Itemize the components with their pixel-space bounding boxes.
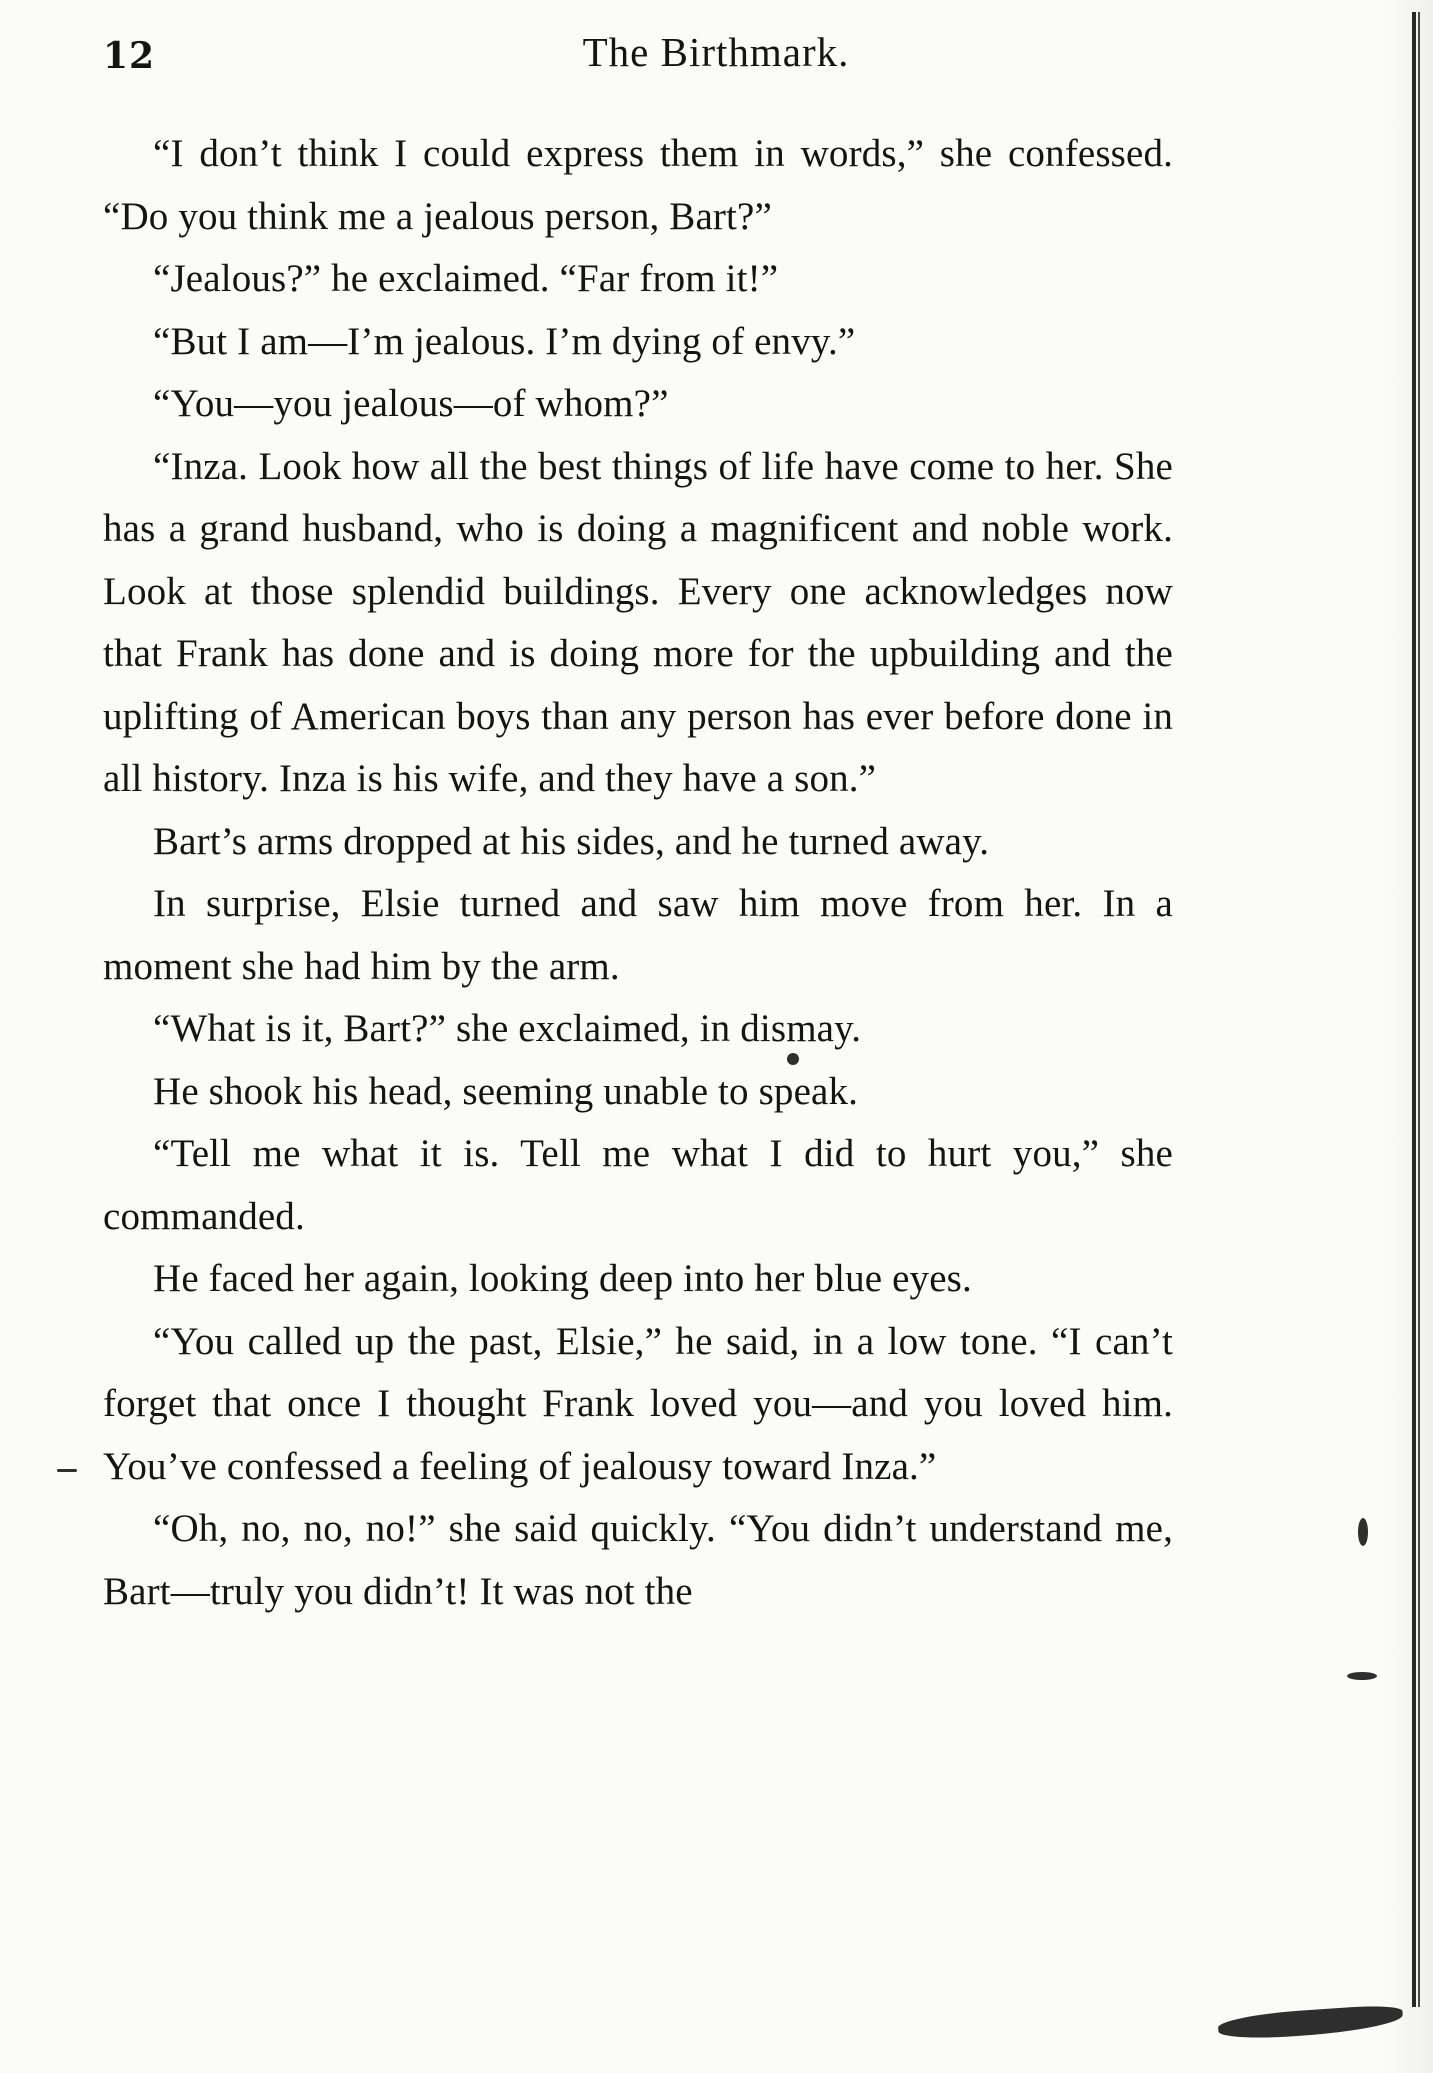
paragraph-2: “Jealous?” he exclaimed. “Far from it!” (153, 257, 779, 300)
paragraph-10: “Tell me what it is. Tell me what I did to hurt you,” she commanded. (103, 1132, 1173, 1238)
page-number: 12 (103, 35, 156, 77)
paragraph-13: “Oh, no, no, no!” she said quickly. “You didn’t understand me, Bart—truly you didn’t! It was not the (103, 1507, 1173, 1613)
ink-mark-right-margin-upper (1358, 1518, 1368, 1546)
page-body-text (103, 123, 1173, 1623)
page-binding-shadow (1379, 0, 1433, 2073)
paragraph-5: “Inza. Look how all the best things of life have come to her. She has a grand husband, who is doing a magnificent and noble work. Look at those splendid buildings. Every one acknowledges now that Frank has done and is doing more for the upbuilding and the uplifting of American boys than any person has ever before done in all history. Inza is his wife, and they have a son.” (103, 444, 1173, 800)
paragraph-8: “What is it, Bart?” she exclaimed, in dismay. (153, 1007, 862, 1050)
ink-blot-bottom-right (1217, 2004, 1403, 2042)
page-binding-line (1412, 12, 1416, 2007)
paragraph-9: He shook his head, seeming unable to speak. (153, 1069, 859, 1113)
paragraph-1: “I don’t think I could express them in words,” she confessed. “Do you think me a jealous person, Bart?” (103, 132, 1173, 238)
paragraph-12: “You called up the past, Elsie,” he said, in a low tone. “I can’t forget that once I thought Frank loved you—and you loved him. You’ve confessed a feeling of jealousy toward Inza.” (103, 1319, 1173, 1488)
running-title: The Birthmark. (582, 29, 850, 75)
page-header (95, 28, 1337, 88)
ink-mark-right-margin-lower (1347, 1672, 1377, 1680)
paragraph-4: “You—you jealous—of whom?” (153, 382, 669, 425)
paragraph-3: “But I am—I’m jealous. I’m dying of envy.” (153, 319, 856, 363)
paragraph-11: He faced her again, looking deep into her blue eyes. (153, 1257, 972, 1300)
ink-dash-left-margin (57, 1469, 77, 1472)
paragraph-7: In surprise, Elsie turned and saw him move from her. In a moment she had him by the arm. (103, 882, 1173, 988)
page-binding-line-secondary (1418, 12, 1420, 2007)
paragraph-6: Bart’s arms dropped at his sides, and he turned away. (153, 819, 990, 863)
